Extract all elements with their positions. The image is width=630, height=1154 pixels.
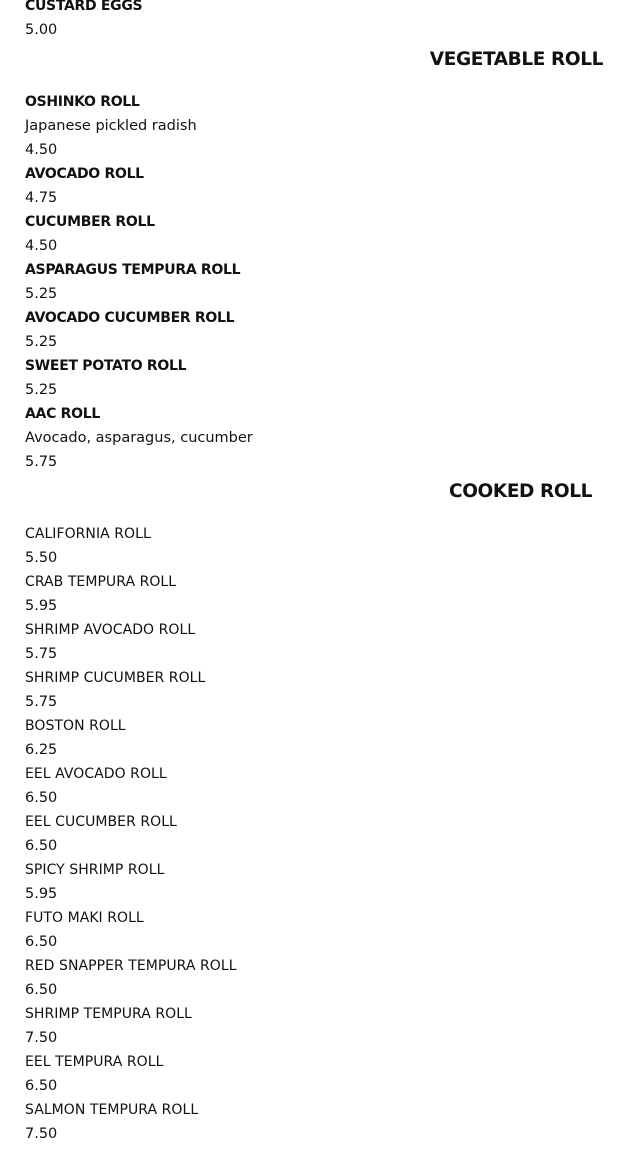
item-price: 5.75	[25, 694, 58, 710]
item-price: 4.50	[25, 238, 58, 254]
menu-item	[0, 210, 630, 258]
item-name: SWEET POTATO ROLL	[25, 358, 187, 374]
menu-section-vegetable-roll	[0, 42, 630, 474]
item-name: EEL AVOCADO ROLL	[25, 766, 167, 782]
item-name: FUTO MAKI ROLL	[25, 910, 144, 926]
menu-item	[0, 0, 630, 42]
item-name: SALMON TEMPURA ROLL	[25, 1102, 199, 1118]
menu-item	[0, 906, 630, 954]
menu-section-appetizers	[0, 0, 630, 42]
menu-item	[0, 402, 630, 474]
menu-item	[0, 810, 630, 858]
item-price: 5.95	[25, 598, 58, 614]
item-description: Japanese pickled radish	[25, 118, 197, 134]
item-name: SHRIMP CUCUMBER ROLL	[25, 670, 206, 686]
item-price: 5.75	[25, 646, 58, 662]
item-price: 6.50	[25, 982, 58, 998]
menu-item	[0, 354, 630, 402]
item-name: BOSTON ROLL	[25, 718, 126, 734]
menu-item	[0, 858, 630, 906]
item-name: RED SNAPPER TEMPURA ROLL	[25, 958, 237, 974]
menu-item	[0, 162, 630, 210]
item-price: 6.50	[25, 1078, 58, 1094]
item-name: CUCUMBER ROLL	[25, 214, 155, 230]
item-price: 5.95	[25, 886, 58, 902]
item-description: Avocado, asparagus, cucumber	[25, 430, 253, 446]
item-price: 5.25	[25, 286, 58, 302]
menu-item	[0, 762, 630, 810]
menu-item	[0, 570, 630, 618]
menu-section-cooked-roll	[0, 474, 630, 1146]
item-price: 5.50	[25, 550, 58, 566]
item-price: 7.50	[25, 1030, 58, 1046]
item-price: 4.75	[25, 190, 58, 206]
item-name: EEL TEMPURA ROLL	[25, 1054, 164, 1070]
item-price: 5.75	[25, 454, 58, 470]
menu-item	[0, 90, 630, 162]
menu-item	[0, 666, 630, 714]
menu-item	[0, 1050, 630, 1098]
item-price: 6.50	[25, 838, 58, 854]
item-name: CRAB TEMPURA ROLL	[25, 574, 177, 590]
menu-item	[0, 954, 630, 1002]
menu-item	[0, 522, 630, 570]
item-name: CALIFORNIA ROLL	[25, 526, 151, 542]
item-price: 6.50	[25, 790, 58, 806]
menu-item	[0, 618, 630, 666]
item-price: 5.25	[25, 334, 58, 350]
menu-item	[0, 306, 630, 354]
menu-item	[0, 1002, 630, 1050]
menu-item	[0, 1098, 630, 1146]
item-name: AVOCADO ROLL	[25, 166, 144, 182]
item-name: SPICY SHRIMP ROLL	[25, 862, 165, 878]
item-price: 4.50	[25, 142, 58, 158]
menu-item	[0, 714, 630, 762]
item-price: 6.25	[25, 742, 58, 758]
item-name: CUSTARD EGGS	[25, 0, 143, 14]
item-price: 7.50	[25, 1126, 58, 1142]
item-name: SHRIMP TEMPURA ROLL	[25, 1006, 192, 1022]
item-price: 6.50	[25, 934, 58, 950]
item-name: SHRIMP AVOCADO ROLL	[25, 622, 196, 638]
section-title: VEGETABLE ROLL	[429, 49, 603, 70]
item-name: AAC ROLL	[25, 406, 100, 422]
item-name: AVOCADO CUCUMBER ROLL	[25, 310, 235, 326]
item-name: ASPARAGUS TEMPURA ROLL	[25, 262, 241, 278]
section-title: COOKED ROLL	[449, 481, 592, 502]
menu-item	[0, 258, 630, 306]
item-price: 5.25	[25, 382, 58, 398]
item-name: EEL CUCUMBER ROLL	[25, 814, 177, 830]
item-name: OSHINKO ROLL	[25, 94, 140, 110]
item-price: 5.00	[25, 22, 58, 38]
